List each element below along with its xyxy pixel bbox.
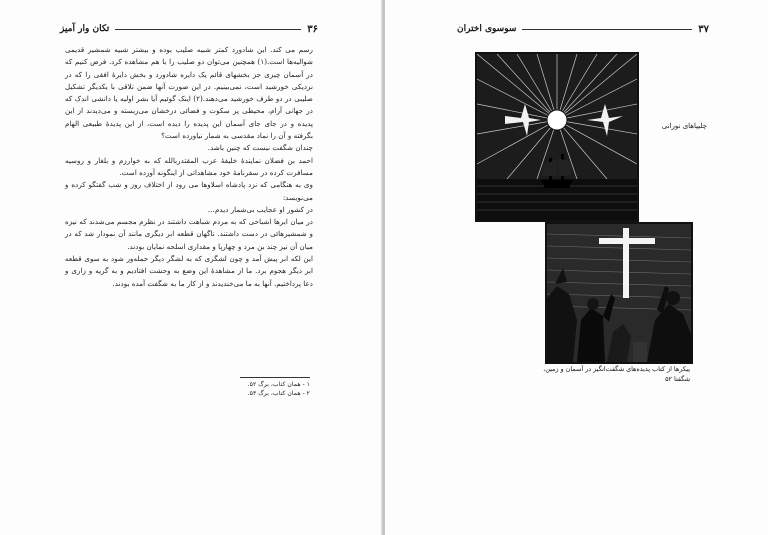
paragraph: این لکه ابر پیش آمد و چون لشگری که به لشگر دیگر حمله‌ور شود به سوی قطعه ابر دیگر هجوم برد. ما از مشاهدهٔ این وضع به وحشت افتادیم و به گریه و زاری و دعا پرداختیم. آنها به ما می‌خندیدند و از کار ما به شگفت آمده بودند. (65, 254, 313, 288)
header-rule (522, 29, 692, 30)
left-body-text (65, 44, 313, 290)
paragraph: در میان ابرها اشباحی که به مردم شباهت داشتند در نظرم مجسم می‌شدند که نیزه و شمشیرهائی در دست داشتند. ناگهان قطعه ابر دیگری مانند آن نمودار شد که در میان آن نیز چند بن مرد و چهارپا و مقداری اسلحه نمایان بودند. (65, 217, 313, 251)
left-page (0, 0, 383, 535)
right-page-number: ۳۷ (698, 23, 709, 35)
left-running-title: تکان وار آمیز (60, 24, 110, 34)
footnote-rule (240, 377, 310, 378)
left-page-header (60, 22, 318, 36)
footnote: ۱ - همان کتاب، برگ ۵۲. (247, 381, 310, 388)
figure-sun-crosses (475, 52, 639, 222)
footnotes (145, 377, 310, 398)
left-page-number: ۳۶ (307, 23, 318, 35)
figure-people-cross (545, 222, 693, 364)
caption-line: پیکرها از کتاب پدیده‌های شگفت‌انگیز در آسمان و زمین، (543, 365, 690, 373)
paragraph: رسم می کند. این شادورد کمتر شبیه صلیب بوده و بیشتر شبیه شمشیر قدیمی شوالیه‌ها است.(۱) همچنین می‌توان دو صلیب را با هم مشاهده کرد. فرض کنیم که در آسمان چیزی جز بخشهای قائم یک دایره شادورد و بخش دایرهٔ افقی را که در نزدیکی خورشید است، نمی‌بینیم. در این صورت آنها ضمن تلاقی با یکدیگر تشکیل صلیبی در دو طرف خورشید می‌دهند.(۲) اینک گوئیم آیا بشر اولیه یا دانشی اندک که در جهانی آرام، محیطی پر سکوت و فضائی درخشان می‌زیسته و می‌دیدند از این پدیده و در جای جای آسمان این پدیده را دیده است، از این پدیدهٔ طبیعی الهام بگرفته و آن را نماد مقدسی به شمار نیاورده است؟ (65, 45, 314, 141)
paragraph: چندان شگفت نیست که چنین باشد. (207, 143, 313, 153)
paragraph: وی به هنگامی که نزد پادشاه اسلاوها می رود از اختلاف روز و شب گفتگو کرده و می‌نویسد: (65, 180, 313, 202)
caption-line: شگفتا ۵۲ (665, 375, 690, 383)
header-rule (115, 29, 301, 30)
footnote: ۲ - همان کتاب، برگ ۵۳. (247, 390, 310, 397)
right-page-header (457, 22, 709, 36)
paragraph: احمد بن فضلان نمایندهٔ خلیفهٔ عرب المقتدربالله که به خوارزم و بلغار و روسیه مسافرت کرده در سفرنامهٔ خود مشاهداتی از اینگونه آورده است. (65, 155, 313, 177)
figure-side-label: چلیپاهای نورانی (661, 122, 707, 130)
figure-caption (535, 364, 690, 384)
paragraph: در کشور او عجایب بی‌شمار دیدم… (207, 204, 313, 214)
right-page (385, 0, 768, 535)
right-running-title: سوسوی اختران (457, 24, 517, 34)
